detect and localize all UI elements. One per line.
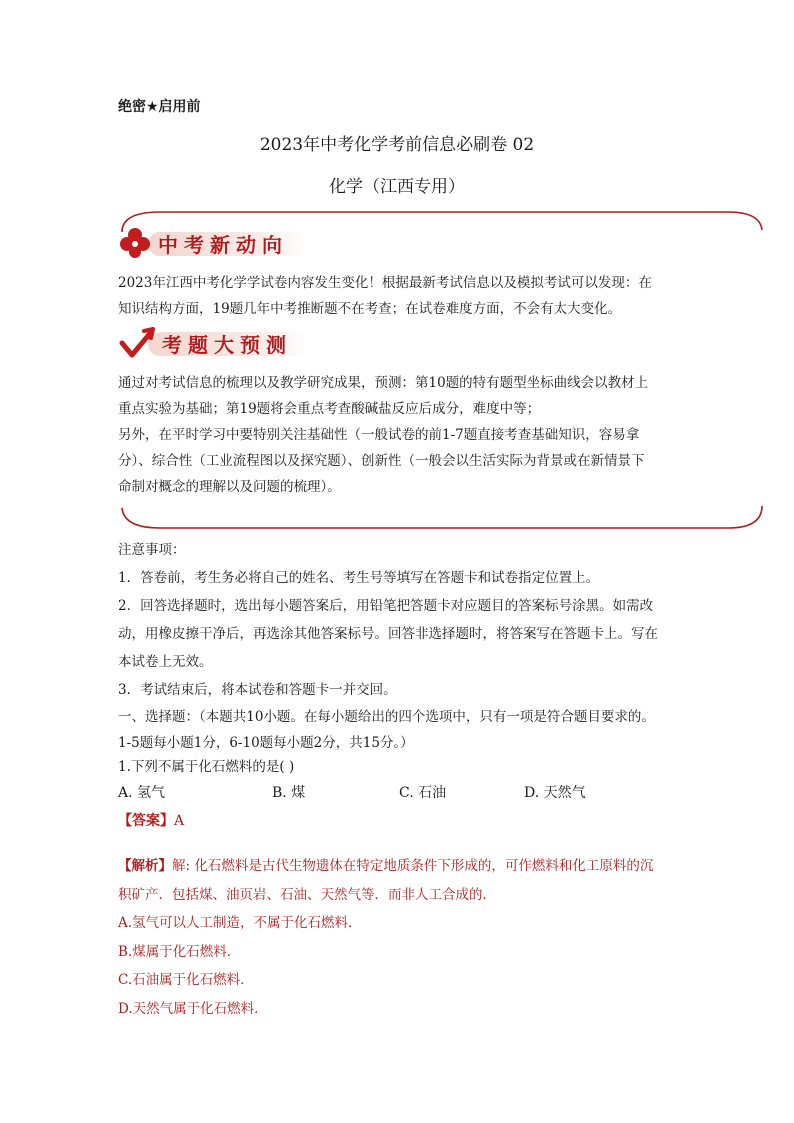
prediction-banner [118, 326, 308, 360]
trends-line: 知识结构方面，19题几年中考推断题不在考查；在试卷难度方面，不会有太大变化。 [118, 301, 622, 317]
notes-line: 2．回答选择题时，选出每小题答案后，用铅笔把答题卡对应题目的答案标号涂黑。如需改 [118, 598, 654, 614]
check-arrow-icon [118, 325, 158, 361]
option-d: D. 天然气 [524, 785, 586, 801]
prediction-line: 分）、综合性（工业流程图以及探究题）、创新性（一般会以生活实际为背景或在新情景下 [118, 453, 645, 469]
question-stem: 1.下列不属于化石燃料的是( ) [118, 759, 295, 775]
trends-text [118, 270, 680, 322]
analysis-line: B.煤属于化石燃料． [118, 943, 241, 960]
trends-line: 2023年江西中考化学学试卷内容发生变化！根据最新考试信息以及模拟考试可以发现：在 [118, 275, 652, 291]
answer-tag: 【答案】 [118, 813, 174, 829]
notes-line: 动，用橡皮擦干净后，再选涂其他答案标号。回答非选择题时，将答案写在答题卡上。写在 [118, 626, 658, 642]
prediction-heading: 考题大预测 [162, 332, 292, 357]
answer-value: A [174, 813, 185, 829]
section-line: 一、选择题：（本题共10小题。在每小题给出的四个选项中，只有一项是符合题目要求的。 [118, 709, 655, 725]
clover-icon [118, 226, 154, 260]
analysis-line: A.氢气可以人工制造，不属于化石燃料． [118, 915, 362, 931]
analysis-section [118, 852, 680, 1023]
prediction-line: 命制对概念的理解以及问题的梳理）。 [118, 479, 341, 495]
analysis-line: C.石油属于化石燃料． [118, 972, 254, 988]
page-title: 2023年中考化学考前信息必刷卷 02 [259, 135, 535, 155]
answer-line [118, 810, 184, 830]
analysis-text: 解: 化石燃料是古代生物遗体在特定地质条件下形成的，可作燃料和化工原料的沉 [172, 858, 654, 874]
option-c: C. 石油 [399, 785, 447, 801]
prediction-text [118, 370, 680, 500]
prediction-line: 另外，在平时学习中要特别关注基础性（一般试卷的前1-7题直接考查基础知识，容易拿 [118, 427, 640, 443]
analysis-line [118, 852, 680, 881]
option-a: A. 氢气 [118, 785, 166, 801]
section-instructions [118, 704, 680, 756]
notes-line: 3．考试结束后，将本试卷和答题卡一并交回。 [118, 682, 397, 698]
secret-label: 绝密★启用前 [118, 99, 201, 115]
notes-line: 1．答卷前，考生务必将自己的姓名、考生号等填写在答题卡和试卷指定位置上。 [118, 570, 600, 586]
trends-heading: 中考新动向 [158, 232, 288, 257]
page-subtitle: 化学（江西专用） [329, 177, 465, 197]
analysis-tag: 【解析】 [118, 858, 172, 874]
notes-line: 本试卷上无效。 [118, 654, 213, 670]
notes-heading: 注意事项： [118, 542, 186, 558]
section-line: 1-5题每小题1分，6-10题每小题2分，共15分。） [118, 735, 414, 751]
prediction-line: 通过对考试信息的梳理以及教学研究成果，预测：第10题的特有题型坐标曲线会以教材上 [118, 375, 649, 391]
trends-banner [118, 226, 308, 260]
option-b: B. 煤 [272, 785, 306, 801]
prediction-line: 重点实验为基础；第19题将会重点考查酸碱盐反应后成分，难度中等； [118, 401, 541, 417]
notes-section [118, 536, 680, 704]
analysis-line: 积矿产．包括煤、油页岩、石油、天然气等．而非人工合成的． [118, 886, 496, 903]
analysis-line: D.天然气属于化石燃料． [118, 1000, 268, 1017]
